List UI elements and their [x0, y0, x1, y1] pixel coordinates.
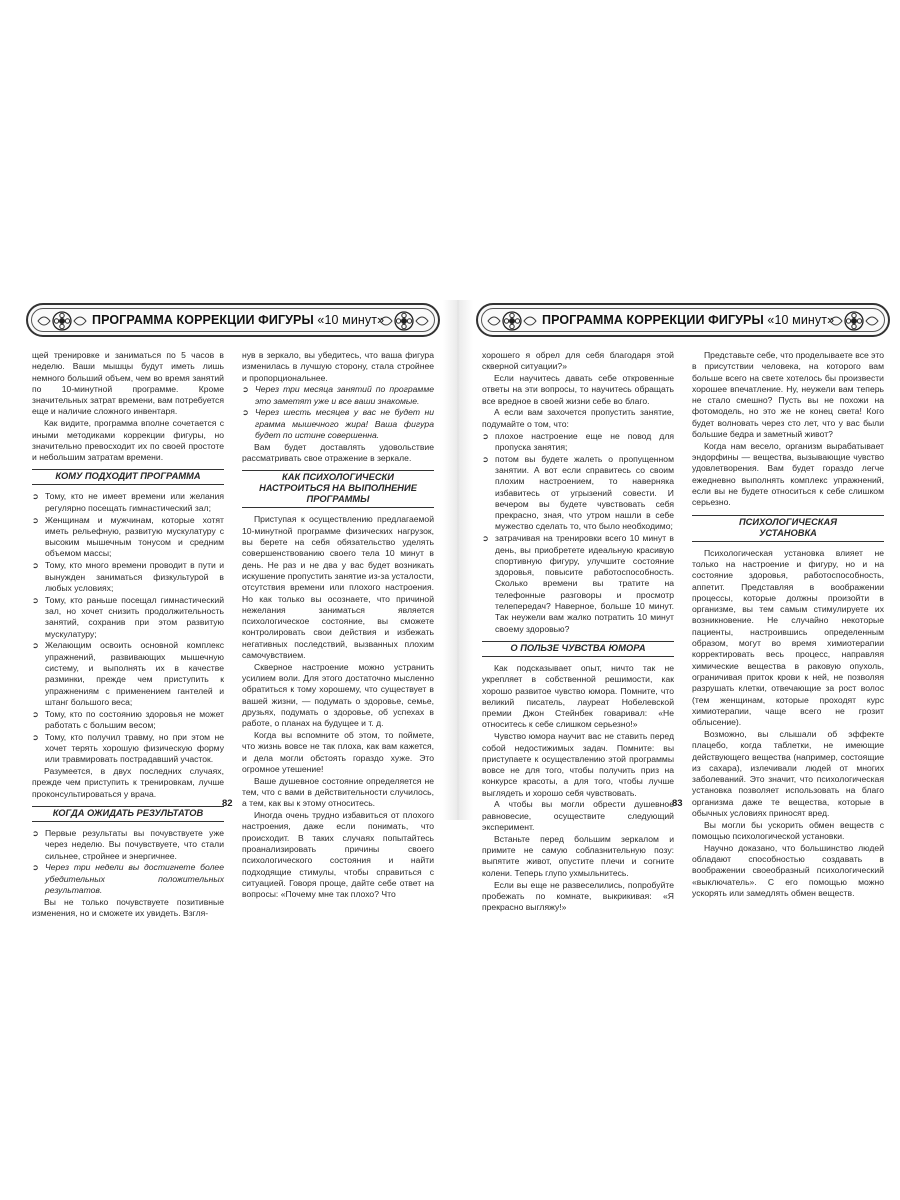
- list-item: ➲ Женщинам и мужчинам, которые хотят иметь рельефную, развитую мускулатуру с высоким мышечным тонусом и средним объемом массы;: [32, 514, 224, 559]
- right-page: [476, 300, 890, 913]
- bullet-list: [32, 828, 224, 896]
- section-heading: КОМУ ПОДХОДИТ ПРОГРАММА: [32, 469, 224, 485]
- arrow-bullet-icon: ➲: [482, 454, 489, 464]
- paragraph: Если научитесь давать себе откровенные ответы на эти вопросы, то научитесь обращать все вредное в своей жизни себе во благо.: [482, 373, 674, 406]
- arrow-bullet-icon: ➲: [242, 408, 249, 418]
- book-gutter: [443, 300, 473, 820]
- text-column: [32, 350, 224, 920]
- list-item: ➲ Через три недели вы достигнете более убедительных положительных результатов.: [32, 862, 224, 895]
- ornament-icon: [828, 309, 880, 333]
- paragraph: Вы не только почувствуете позитивные изменения, но и сможете их увидеть. Взгля-: [32, 896, 224, 919]
- bullet-list: [32, 491, 224, 765]
- paragraph: Встаньте перед большим зеркалом и примите не самую соблазнительную позу: выпятите живот, опустите плечи и согните колени. Теперь глупо ухмыльнитесь.: [482, 833, 674, 878]
- list-item: ➲ Первые результаты вы почувствуете уже через неделю. Вы почувствуете, что стали сильнее, стройнее и энергичнее.: [32, 827, 224, 861]
- list-item: ➲ потом вы будете жалеть о пропущенном занятии. А вот если справитесь со своим плохим настроением, то наверняка избавитесь от угрызений совести. И вечером вы будете чувствовать себя прекрасно, зная, что утром нашли в себе мужество сделать то, что было необходимо;: [482, 453, 674, 532]
- text-column: [482, 350, 674, 914]
- paragraph: Вы могли бы ускорить обмен веществ с помощью психологической установки.: [692, 819, 884, 842]
- arrow-bullet-icon: ➲: [32, 561, 39, 571]
- paragraph: А если вам захочется пропустить занятие, подумайте о том, что:: [482, 407, 674, 429]
- paragraph: хорошего я обрел для себя благодаря этой скверной ситуации?»: [482, 350, 674, 372]
- arrow-bullet-icon: ➲: [32, 595, 39, 605]
- section-heading: КОГДА ОЖИДАТЬ РЕЗУЛЬТАТОВ: [32, 806, 224, 822]
- paragraph: Возможно, вы слышали об эффекте плацебо, когда таблетки, не имеющие действующего вещества (например, состоящие из сахара), излечивали людей от многих заболеваний. Это значит, что психологическая установка позволяет использовать на благо организма даже те вещества, которые в обычных условиях приносят вред.: [692, 728, 884, 818]
- paragraph: Представьте себе, что проделываете все это в присутствии человека, на которого вам больше всего на свете хотелось бы произвести хорошее впечатление. Ну, неужели вам теперь не стало смешно? Пусть вы не похожи на фотомодель, но это же не конец света! Кого будет волновать через сто лет, что у вас были большие бедра и заметный живот?: [692, 350, 884, 440]
- arrow-bullet-icon: ➲: [482, 431, 489, 441]
- left-page: [26, 300, 440, 919]
- paragraph: Чувство юмора научит вас не ставить перед собой недостижимых задач. Помните: вы приступаете к осуществлению этой программы вовсе не для того, чтобы получить приз на конкурсе красоты, а для того, чтобы лучше выглядеть и хорошо себя чувствовать.: [482, 731, 674, 798]
- page-title: ПРОГРАММА КОРРЕКЦИИ ФИГУРЫ «10 минут»: [92, 313, 385, 327]
- ornament-icon: [486, 309, 538, 333]
- page-number: 82: [222, 798, 233, 809]
- page-number: 83: [672, 798, 683, 809]
- list-item: ➲ плохое настроение еще не повод для пропуска занятия;: [482, 430, 674, 452]
- paragraph: Вам будет доставлять удовольствие рассматривать свое отражение в зеркале.: [242, 441, 434, 464]
- list-item: ➲ Тому, кто много времени проводит в пути и вынужден заниматься физкультурой в любых условиях;: [32, 560, 224, 593]
- paragraph: Как видите, программа вполне сочетается с иными методиками коррекции фигуры, но значительно превосходит их по своей простоте и небольшим затратам времени.: [32, 418, 224, 463]
- page-header: [476, 303, 890, 337]
- arrow-bullet-icon: ➲: [32, 709, 39, 719]
- arrow-bullet-icon: ➲: [32, 492, 39, 502]
- page-title: ПРОГРАММА КОРРЕКЦИИ ФИГУРЫ «10 минут»: [542, 313, 835, 327]
- arrow-bullet-icon: ➲: [242, 385, 249, 395]
- paragraph: Когда вы вспомните об этом, то поймете, что жизнь вовсе не так плоха, как вам кажется, и дела могли обстоять гораздо хуже. Это огромное утешение!: [242, 730, 434, 774]
- text-column: [692, 350, 884, 900]
- arrow-bullet-icon: ➲: [32, 863, 39, 873]
- paragraph: Научно доказано, что большинство людей обладают способностью создавать в воображении своеобразный психологический «выключатель». С его помощью можно ускорять или замедлять обмен веществ.: [692, 842, 884, 899]
- page-header: [26, 303, 440, 337]
- list-item: ➲ Тому, кто по состоянию здоровья не может работать с большим весом;: [32, 708, 224, 730]
- ornament-icon: [36, 309, 88, 333]
- arrow-bullet-icon: ➲: [32, 515, 39, 525]
- paragraph: Приступая к осуществлению предлагаемой 10-минутной программе физических нагрузок, вы берете на себя обязательство уделять совершенствованию своего тела 10 минут в день. Не раз и не два у вас будет возникать искушение пропустить занятие из-за усталости, отсутствия времени или плохого настроения. Но как только вы осознаете, что причиной нежелания заниматься является психологическое состояние, вы сможете контролировать свои действия и избежать негативных последствий, вызванных плохим самочувствием.: [242, 514, 434, 661]
- section-heading: [692, 515, 884, 542]
- arrow-bullet-icon: ➲: [32, 732, 39, 742]
- section-heading-line: УСТАНОВКА: [759, 527, 817, 538]
- arrow-bullet-icon: ➲: [482, 534, 489, 544]
- list-item: ➲ Тому, кто не имеет времени или желания регулярно посещать гимнастический зал;: [32, 491, 224, 513]
- list-item: ➲ Тому, кто раньше посещал гимнастический зал, но хочет снизить продолжительность занятий, сохранив при этом развитую мускулатуру;: [32, 594, 224, 639]
- paragraph: Разумеется, в двух последних случаях, прежде чем приступить к тренировкам, лучше проконсультироваться у врача.: [32, 766, 224, 799]
- section-heading-line: КАК ПСИХОЛОГИЧЕСКИ: [282, 472, 394, 483]
- list-item: ➲ Через три месяца занятий по программе это заметят уже и все ваши знакомые.: [242, 384, 434, 406]
- paragraph: А чтобы вы могли обрести душевное равновесие, осуществите следующий эксперимент.: [482, 799, 674, 833]
- bullet-list: [482, 431, 674, 635]
- list-item: ➲ Тому, кто получил травму, но при этом не хочет терять хорошую физическую форму или травмировать пострадавший участок.: [32, 731, 224, 765]
- paragraph: Ваше душевное состояние определяется не тем, что с вами в действительности случилось, а тем, как вы к этому относитесь.: [242, 775, 434, 809]
- section-heading: [242, 470, 434, 508]
- list-item: ➲ затрачивая на тренировки всего 10 минут в день, вы приобретете идеальную красивую спортивную фигуру, улучшите состояние здоровья, повысите работоспособность. Сколько времени вы тратите на телефонные разговоры и просмотр телепередач? Наверное, больше 10 минут. Так неужели вам жалко потратить 10 минут своему здоровью?: [482, 533, 674, 634]
- bullet-list: [242, 384, 434, 441]
- section-heading: О ПОЛЬЗЕ ЧУВСТВА ЮМОРА: [482, 641, 674, 657]
- arrow-bullet-icon: ➲: [32, 828, 39, 838]
- list-item: ➲ Желающим освоить основной комплекс упражнений, развивающих мышечную систему, и выполнять их в качестве разминки, прежде чем приступить к упражнениям с применением гантелей и штанг большого веса;: [32, 640, 224, 707]
- book-spread: [18, 300, 884, 919]
- paragraph: нув в зеркало, вы убедитесь, что ваша фигура изменилась в лучшую сторону, стала стройнее и пропорциональнее.: [242, 350, 434, 383]
- paragraph: Когда нам весело, организм вырабатывает эндорфины — вещества, вызывающие чувство удовлетворения. Вам будет гораздо легче ежедневно выполнять комплекс упражнений, если вы не будете относиться к себе слишком серьезно.: [692, 440, 884, 508]
- paragraph: Если вы еще не развеселились, попробуйте пробежать по комнате, выкрикивая: «Я прекрасно выгляжу!»: [482, 879, 674, 913]
- section-heading-line: ПСИХОЛОГИЧЕСКАЯ: [739, 516, 837, 527]
- paragraph: Психологическая установка влияет не только на настроение и фигуру, но и на состояние здоровья, работоспособность, аппетит. Представляя в воображении процессы, которые должны произойти в организме, вы тем самым стимулируете их возникновение. Не случайно некоторые пациенты, настроившись определенным образом, могут во время химиотерапии корректировать весь процесс, направляя химические вещества в раковую опухоль, ограничивая приток крови к ней, не позволяя разрушать клетки, отвечающие за рост волос (тем женщинам, которые проходят курс химиотерапии, чаще всего не грозит облысение).: [692, 547, 884, 728]
- paragraph: Скверное настроение можно устранить усилием воли. Для этого достаточно мысленно обратиться к тому хорошему, что существует в вашей жизни, — подумать о здоровье, семье, друзьях, подумать о здоровье, об успехах в работе, о планах на будущее и т. д.: [242, 661, 434, 729]
- section-heading-line: НАСТРОИТЬСЯ НА ВЫПОЛНЕНИЕ ПРОГРАММЫ: [259, 483, 417, 505]
- paragraph: Как подсказывает опыт, ничто так не укрепляет в собственной решимости, как хорошо развитое чувство юмора. Помните, что великий писатель, лауреат Нобелевской премии Джон Стейнбек говаривал: «Не относитесь к себе слишком серьезно!»: [482, 662, 674, 730]
- arrow-bullet-icon: ➲: [32, 641, 39, 651]
- text-column: [242, 350, 434, 901]
- paragraph: щей тренировке и заниматься по 5 часов в неделю. Ваши мышцы будут иметь лишь немного больший объем, чем во время занятий по 10-минутной программе. Кроме значительных затрат времени, вам потребуется еще и наличие сложного инвентаря.: [32, 350, 224, 417]
- ornament-icon: [378, 309, 430, 333]
- paragraph: Иногда очень трудно избавиться от плохого настроения, даже если понимать, что происходит. В таких случаях попытайтесь проанализировать причины своего психологического состояния и найти подходящие стимулы, чтобы справиться с ситуацией. Говоря проще, дайте себе ответ на вопросы: «Почему мне так плохо? Что: [242, 810, 434, 900]
- list-item: ➲ Через шесть месяцев у вас не будет ни грамма мышечного жира! Ваша фигура будет по истине совершенна.: [242, 407, 434, 441]
